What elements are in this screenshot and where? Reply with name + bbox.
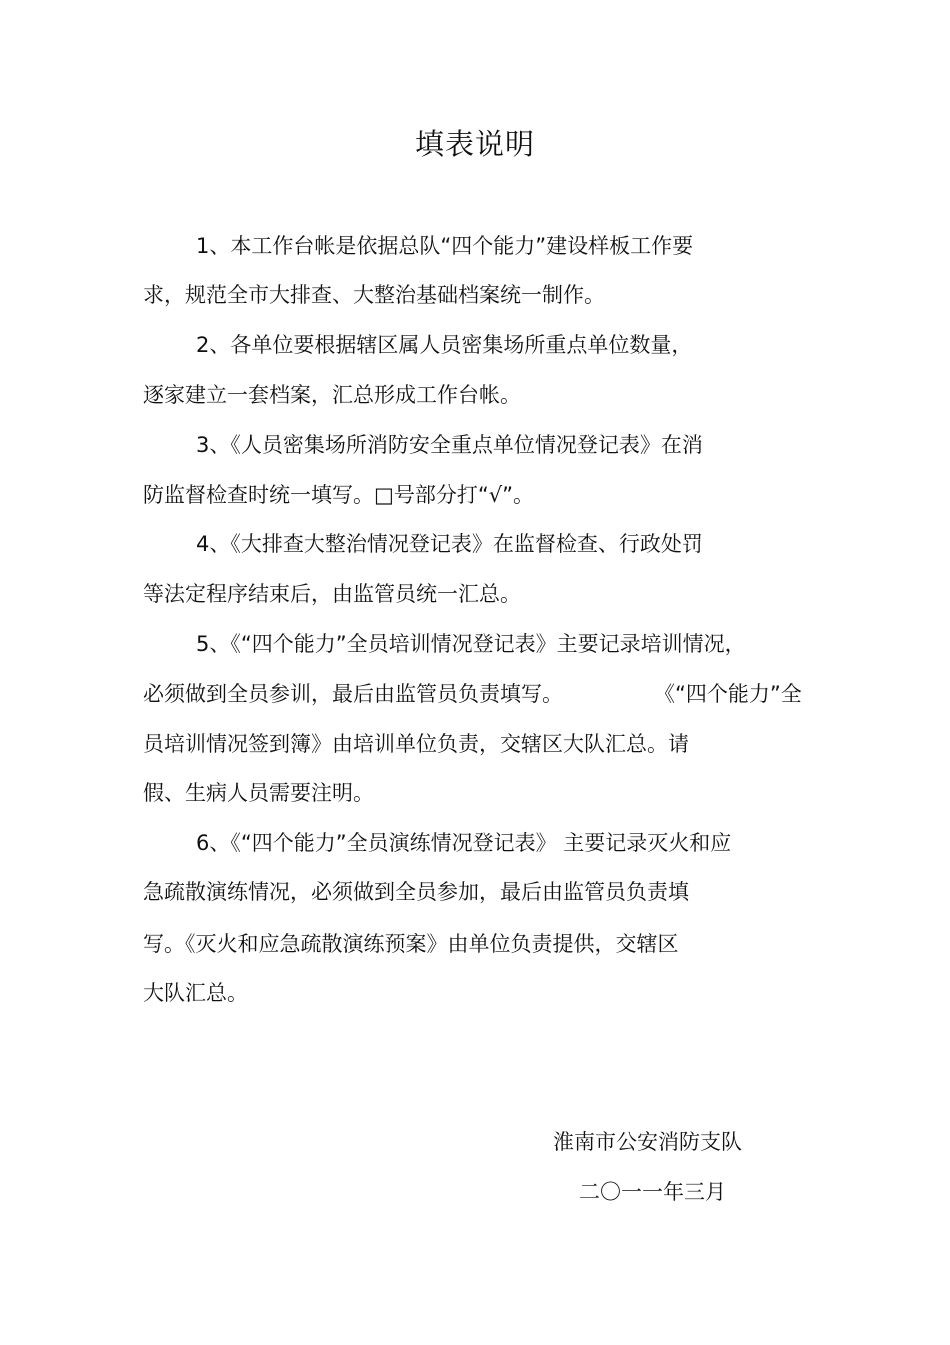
- item-6-line-1: 6、《“四个能力”全员演练情况登记表》 主要记录灭火和应: [196, 831, 732, 855]
- item-1-line-2: 求，规范全市大排查、大整治基础档案统一制作。: [143, 283, 605, 307]
- item-1-line-1: 1、本工作台帐是依据总队“四个能力”建设样板工作要: [196, 234, 694, 258]
- item-5-line-4: 假、生病人员需要注明。: [143, 781, 374, 805]
- signature-date: 二〇一一年三月: [579, 1180, 726, 1204]
- item-5-line-2: 必须做到全员参训，最后由监管员负责填写。: [143, 682, 563, 706]
- item-4-line-2: 等法定程序结束后，由监管员统一汇总。: [143, 582, 521, 606]
- item-3-line-1: 3、《人员密集场所消防安全重点单位情况登记表》在消: [196, 433, 703, 457]
- page-title: 填表说明: [414, 127, 535, 161]
- item-6-line-4: 大队汇总。: [143, 981, 248, 1005]
- item-3-line-2: 防监督检查时统一填写。□号部分打“√”。: [143, 483, 534, 507]
- signature-org: 淮南市公安消防支队: [553, 1130, 742, 1154]
- item-5-line-3: 员培训情况签到簿》由培训单位负责，交辖区大队汇总。请: [143, 732, 689, 756]
- item-4-line-1: 4、《大排查大整治情况登记表》在监督检查、行政处罚: [196, 532, 703, 556]
- item-2-line-2: 逐家建立一套档案，汇总形成工作台帐。: [143, 383, 521, 407]
- item-5-line-1: 5、《“四个能力”全员培训情况登记表》主要记录培训情况，: [196, 632, 746, 656]
- item-6-line-3: 写。《灭火和应急疏散演练预案》由单位负责提供，交辖区: [143, 932, 679, 956]
- item-2-line-1: 2、各单位要根据辖区属人员密集场所重点单位数量，: [196, 333, 693, 357]
- item-6-line-2: 急疏散演练情况，必须做到全员参加，最后由监管员负责填: [143, 880, 689, 904]
- item-5-line-2b: 《“四个能力”全: [654, 682, 802, 706]
